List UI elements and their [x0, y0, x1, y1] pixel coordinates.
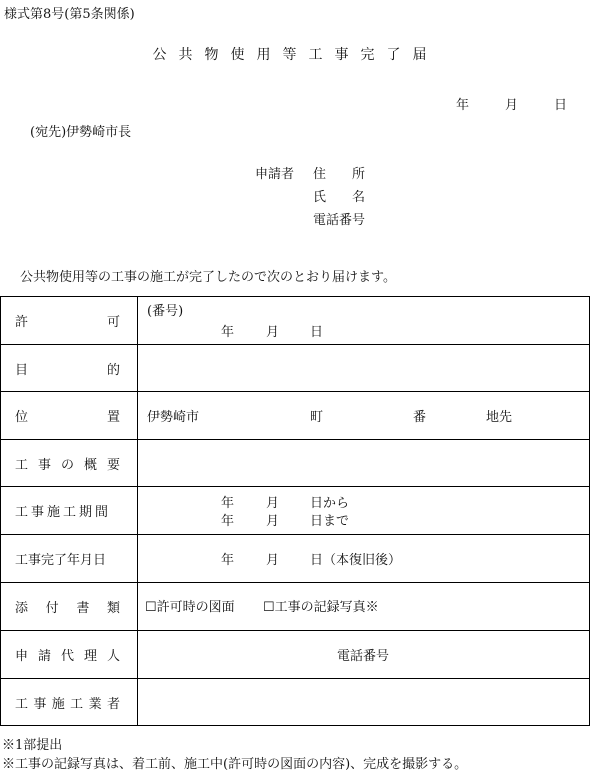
field-attachments	[138, 583, 590, 631]
period-to-year: 年	[221, 514, 235, 529]
row-contractor	[1, 679, 590, 726]
label-agent: 申 請 代 理 人	[15, 649, 120, 664]
row-permit	[1, 297, 590, 345]
checkbox-permit-drawing[interactable]: ☐許可時の図面	[145, 600, 235, 615]
header-date	[456, 94, 567, 113]
field-contractor[interactable]	[138, 679, 590, 726]
applicant-role-label: 申請者	[255, 167, 295, 182]
completion-year: 年	[221, 553, 235, 568]
header-date-day: 日	[554, 98, 568, 113]
applicant-address-label: 住 所	[313, 167, 366, 182]
footnote-1: ※1部提出	[2, 738, 63, 753]
label-completion	[1, 549, 137, 568]
footnote-2: ※工事の記録写真は、着工前、施工中(許可時の図面の内容)、完成を撮影する。	[2, 757, 468, 772]
row-period	[1, 487, 590, 535]
row-location	[1, 392, 590, 440]
form-table	[0, 296, 590, 726]
period-from-year: 年	[221, 496, 235, 511]
period-from-month: 月	[266, 496, 280, 511]
label-attachments: 添 付 書 類	[15, 601, 120, 616]
row-attachments	[1, 583, 590, 631]
label-overview: 工 事 の 概 要	[15, 457, 120, 473]
recipient: (宛先)伊勢崎市長	[30, 125, 132, 140]
header-date-month: 月	[505, 98, 519, 113]
label-location: 位 置	[15, 410, 120, 425]
field-location[interactable]	[138, 392, 590, 440]
label-period	[1, 501, 137, 520]
row-agent	[1, 631, 590, 679]
applicant-phone-label: 電話番号	[313, 213, 366, 228]
location-ban: 番	[413, 410, 427, 425]
row-overview	[1, 440, 590, 487]
completion-day-note: 日（本復旧後）	[310, 553, 402, 568]
location-chisaki: 地先	[486, 410, 513, 425]
field-overview[interactable]	[138, 440, 590, 487]
period-from-day: 日から	[310, 496, 350, 511]
permit-day: 日	[310, 325, 324, 340]
location-city: 伊勢崎市	[147, 410, 200, 425]
permit-year: 年	[221, 325, 235, 340]
notice-text: 公共物使用等の工事の施工が完了したので次のとおり届けます。	[20, 270, 396, 285]
label-purpose: 目 的	[15, 362, 120, 378]
completion-month: 月	[266, 553, 280, 568]
row-purpose	[1, 345, 590, 392]
period-to-month: 月	[266, 514, 280, 529]
permit-month: 月	[266, 325, 280, 340]
label-contractor: 工 事 施 工 業 者	[15, 696, 120, 712]
period-to-day: 日まで	[310, 514, 350, 529]
permit-number-label: (番号)	[147, 304, 184, 319]
header-date-year: 年	[456, 98, 470, 113]
field-permit[interactable]	[138, 297, 590, 345]
row-completion	[1, 535, 590, 583]
label-period-text: 工事施工期間	[15, 505, 112, 520]
field-agent[interactable]	[138, 631, 590, 679]
agent-phone-label: 電話番号	[337, 649, 390, 664]
field-purpose[interactable]	[138, 345, 590, 392]
checkbox-construction-photos[interactable]: ☐工事の記録写真※	[263, 600, 379, 615]
label-completion-text: 工事完了年月日	[15, 553, 107, 568]
field-completion[interactable]	[138, 535, 590, 583]
form-title: 公共物使用等工事完了届	[152, 47, 439, 63]
form-number-label: 様式第8号(第5条関係)	[4, 7, 135, 22]
location-town: 町	[310, 410, 324, 425]
field-period[interactable]	[138, 487, 590, 535]
label-permit: 許 可	[15, 315, 120, 330]
applicant-name-label: 氏 名	[313, 190, 366, 205]
